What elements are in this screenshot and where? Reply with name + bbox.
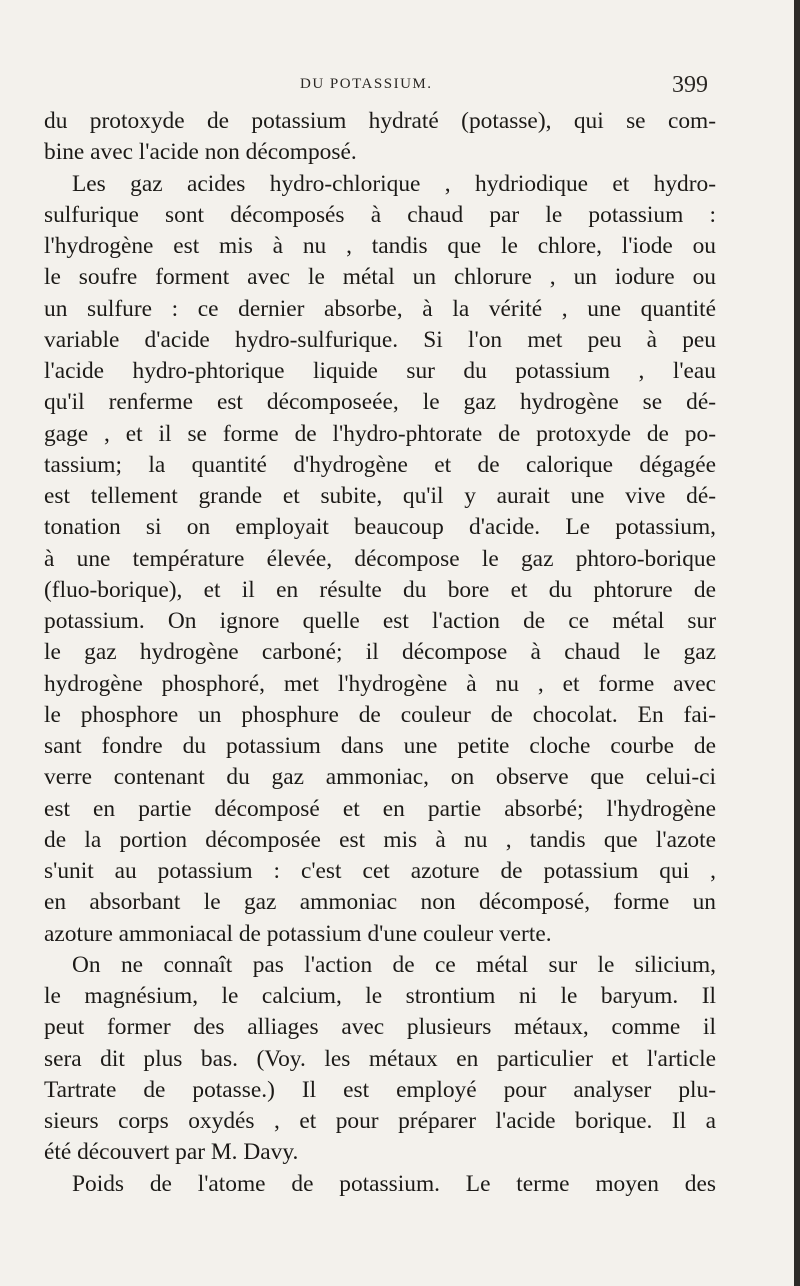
text-line: qu'il renferme est décomposeée, le gaz hydrogène se dé- (44, 389, 716, 416)
text-line: sant fondre du potassium dans une petite cloche courbe de (44, 733, 716, 759)
text-line: s'unit au potassium : c'est cet azoture de potassium qui , (44, 858, 716, 884)
text-line: bine avec l'acide non décomposé. (44, 139, 357, 166)
paragraph-start-line: Poids de l'atome de potassium. Le terme moyen des (72, 1170, 716, 1197)
text-line: le magnésium, le calcium, le strontium ni le baryum. Il (44, 983, 716, 1009)
text-line: tonation si on employait beaucoup d'acide. Le potassium, (44, 514, 716, 541)
text-line: (fluo-borique), et il en résulte du bore et du phtorure de (44, 576, 716, 603)
text-line: Tartrate de potasse.) Il est employé pour analyser plu- (44, 1076, 716, 1103)
text-line: de la portion décomposée est mis à nu , tandis que l'azote (44, 826, 716, 853)
text-line: hydrogène phosphoré, met l'hydrogène à nu , et forme avec (44, 670, 716, 697)
text-line: verre contenant du gaz ammoniac, on observe que celui-ci (44, 764, 716, 791)
text-line: en absorbant le gaz ammoniac non décomposé, forme un (44, 889, 716, 916)
text-line: peut former des alliages avec plusieurs métaux, comme il (44, 1014, 716, 1041)
text-line: le phosphore un phosphure de couleur de chocolat. En fai- (44, 701, 716, 728)
running-title: DU POTASSIUM. (300, 76, 433, 92)
text-line: azoture ammoniacal de potassium d'une couleur verte. (44, 920, 552, 947)
text-line: tassium; la quantité d'hydrogène et de calorique dégagée (44, 451, 716, 478)
text-line: sulfurique sont décomposés à chaud par le potassium : (44, 201, 716, 228)
text-line: été découvert par M. Davy. (44, 1139, 299, 1166)
text-line: sieurs corps oxydés , et pour préparer l'acide borique. Il a (44, 1108, 716, 1134)
page-number: 399 (672, 72, 708, 98)
body-text (44, 106, 716, 1200)
text-line: sera dit plus bas. (Voy. les métaux en particulier et l'article (44, 1045, 716, 1072)
running-header (0, 72, 800, 102)
page-edge-shadow (794, 0, 800, 1286)
text-line: l'hydrogène est mis à nu , tandis que le chlore, l'iode ou (44, 233, 716, 259)
text-line: du protoxyde de potassium hydraté (potasse), qui se com- (44, 108, 716, 134)
text-line: l'acide hydro-phtorique liquide sur du potassium , l'eau (44, 358, 716, 384)
text-line: un sulfure : ce dernier absorbe, à la vérité , une quantité (44, 295, 716, 322)
text-line: est en partie décomposé et en partie absorbé; l'hydrogène (44, 795, 716, 822)
text-line: est tellement grande et subite, qu'il y aurait une vive dé- (44, 483, 716, 509)
paragraph-start-line: On ne connaît pas l'action de ce métal sur le silicium, (72, 951, 716, 978)
text-line: à une température élevée, décompose le gaz phtoro-borique (44, 545, 716, 572)
text-line: le soufre forment avec le métal un chlorure , un iodure ou (44, 264, 716, 291)
paragraph-start-line: Les gaz acides hydro-chlorique , hydriodique et hydro- (72, 170, 716, 197)
text-line: variable d'acide hydro-sulfurique. Si l'on met peu à peu (44, 326, 716, 353)
text-line: gage , et il se forme de l'hydro-phtorate de protoxyde de po- (44, 420, 716, 447)
text-line: potassium. On ignore quelle est l'action de ce métal sur (44, 608, 716, 634)
text-line: le gaz hydrogène carboné; il décompose à chaud le gaz (44, 639, 716, 666)
